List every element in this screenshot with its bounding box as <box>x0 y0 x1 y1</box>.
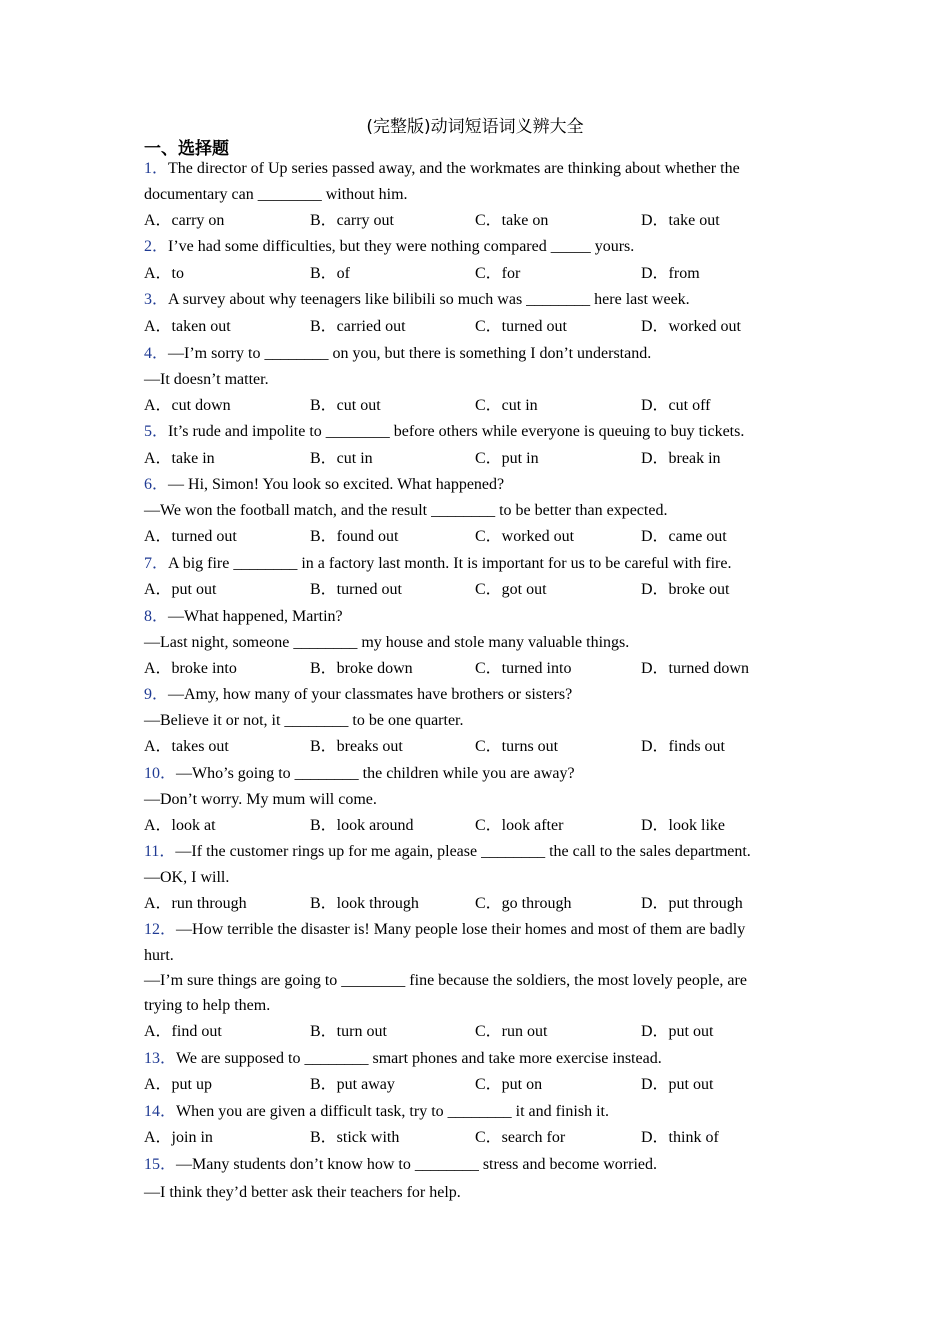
answer-option-b[interactable]: B．carried out <box>310 318 406 335</box>
question-line <box>144 946 174 966</box>
answer-option-c[interactable]: C．cut in <box>475 397 538 414</box>
answer-option-d[interactable]: D．take out <box>641 212 720 229</box>
answer-option-d[interactable]: D．from <box>641 265 700 282</box>
question-number: 4． <box>144 345 169 362</box>
answer-option-b[interactable]: B．cut out <box>310 397 381 414</box>
answer-option-a[interactable]: A．taken out <box>144 318 231 335</box>
question-text: —OK, I will. <box>144 869 230 886</box>
question-text: —What happened, Martin? <box>168 608 343 625</box>
answer-option-a[interactable]: A．run through <box>144 895 247 912</box>
question-number: 5． <box>144 423 169 440</box>
question-number: 12． <box>144 921 177 938</box>
answer-option-b[interactable]: B．look around <box>310 817 414 834</box>
question-number: 11． <box>144 843 176 860</box>
answer-option-d[interactable]: D．put out <box>641 1076 714 1093</box>
question-text: A survey about why teenagers like bilibili so much was ________ here last week. <box>168 291 690 308</box>
answer-option-b[interactable]: B．of <box>310 265 351 282</box>
answer-option-a[interactable]: A．to <box>144 265 185 282</box>
question-text: —Don’t worry. My mum will come. <box>144 791 377 808</box>
answer-option-d[interactable]: D．worked out <box>641 318 741 335</box>
answer-option-a[interactable]: A．put up <box>144 1076 213 1093</box>
question-number: 10． <box>144 765 177 782</box>
answer-option-b[interactable]: B．carry out <box>310 212 394 229</box>
answer-option-b[interactable]: B．turn out <box>310 1023 387 1040</box>
answer-option-a[interactable]: A．join in <box>144 1129 213 1146</box>
question-text: —Amy, how many of your classmates have brothers or sisters? <box>168 686 573 703</box>
question-text: —Many students don’t know how to ________ stress and become worried. <box>176 1156 657 1173</box>
answer-option-d[interactable]: D．finds out <box>641 738 726 755</box>
answer-option-c[interactable]: C．go through <box>475 895 572 912</box>
question-text: A big fire ________ in a factory last month. It is important for us to be careful with fire. <box>168 555 732 572</box>
answer-option-b[interactable]: B．broke down <box>310 660 413 677</box>
question-line <box>144 996 270 1016</box>
question-text: —If the customer rings up for me again, please ________ the call to the sales department. <box>175 843 751 860</box>
question-text: —It doesn’t matter. <box>144 371 269 388</box>
question-stem <box>144 554 731 574</box>
question-text: —I think they’d better ask their teachers for help. <box>144 1184 461 1201</box>
question-stem <box>144 159 740 179</box>
answer-option-c[interactable]: C．run out <box>475 1023 548 1040</box>
question-line <box>144 633 629 653</box>
question-text: It’s rude and impolite to ________ before others while everyone is queuing to buy tickets. <box>168 423 745 440</box>
question-stem <box>144 344 651 364</box>
question-text: —I’m sorry to ________ on you, but there is something I don’t understand. <box>168 345 652 362</box>
question-text: The director of Up series passed away, and the workmates are thinking about whether the <box>168 160 740 177</box>
answer-option-c[interactable]: C．look after <box>475 817 564 834</box>
answer-option-a[interactable]: A．turned out <box>144 528 237 545</box>
question-text: documentary can ________ without him. <box>144 186 408 203</box>
question-text: —Believe it or not, it ________ to be one quarter. <box>144 712 464 729</box>
question-text: — Hi, Simon! You look so excited. What happened? <box>168 476 505 493</box>
question-line <box>144 711 464 731</box>
answer-option-b[interactable]: B．turned out <box>310 581 402 598</box>
question-number: 13． <box>144 1050 177 1067</box>
question-text: When you are given a difficult task, try to ________ it and finish it. <box>176 1103 609 1120</box>
question-stem <box>144 607 343 627</box>
question-number: 6． <box>144 476 169 493</box>
question-line <box>144 370 269 390</box>
answer-option-a[interactable]: A．carry on <box>144 212 225 229</box>
question-line <box>144 501 667 521</box>
answer-option-d[interactable]: D．put out <box>641 1023 714 1040</box>
question-number: 8． <box>144 608 169 625</box>
answer-option-c[interactable]: C．take on <box>475 212 549 229</box>
question-number: 7． <box>144 555 169 572</box>
question-text: —We won the football match, and the result ________ to be better than expected. <box>144 502 668 519</box>
question-line <box>144 1183 461 1203</box>
question-number: 9． <box>144 686 169 703</box>
answer-option-a[interactable]: A．find out <box>144 1023 222 1040</box>
answer-option-c[interactable]: C．search for <box>475 1129 566 1146</box>
question-text: hurt. <box>144 947 174 964</box>
question-line <box>144 185 408 205</box>
question-stem <box>144 1102 609 1122</box>
answer-option-b[interactable]: B．look through <box>310 895 419 912</box>
question-number: 2． <box>144 238 169 255</box>
question-stem <box>144 920 745 940</box>
answer-option-c[interactable]: C．put on <box>475 1076 543 1093</box>
question-stem <box>144 290 690 310</box>
question-text: We are supposed to ________ smart phones and take more exercise instead. <box>176 1050 662 1067</box>
answer-option-b[interactable]: B．breaks out <box>310 738 403 755</box>
answer-option-a[interactable]: A．cut down <box>144 397 231 414</box>
question-line <box>144 790 377 810</box>
answer-option-b[interactable]: B．stick with <box>310 1129 400 1146</box>
question-line <box>144 868 229 888</box>
question-number: 14． <box>144 1103 177 1120</box>
question-text: —Who’s going to ________ the children while you are away? <box>176 765 575 782</box>
answer-option-a[interactable]: A．broke into <box>144 660 237 677</box>
question-stem <box>144 422 744 442</box>
answer-option-d[interactable]: D．put through <box>641 895 743 912</box>
answer-option-d[interactable]: D．came out <box>641 528 727 545</box>
answer-option-c[interactable]: C．put in <box>475 450 539 467</box>
answer-option-a[interactable]: A．take in <box>144 450 215 467</box>
answer-option-d[interactable]: D．break in <box>641 450 721 467</box>
answer-option-a[interactable]: A．put out <box>144 581 217 598</box>
answer-option-c[interactable]: C．worked out <box>475 528 575 545</box>
question-text: —I’m sure things are going to ________ fine because the soldiers, the most lovely people, are <box>144 972 747 989</box>
answer-option-c[interactable]: C．for <box>475 265 521 282</box>
answer-option-b[interactable]: B．cut in <box>310 450 373 467</box>
question-stem <box>144 1155 657 1175</box>
question-text: —How terrible the disaster is! Many people lose their homes and most of them are badly <box>176 921 746 938</box>
section-heading: 一、选择题 <box>144 139 229 159</box>
answer-option-d[interactable]: D．turned down <box>641 660 749 677</box>
answer-option-c[interactable]: C．turned into <box>475 660 572 677</box>
question-stem <box>144 1049 662 1069</box>
question-text: I’ve had some difficulties, but they were nothing compared _____ yours. <box>168 238 635 255</box>
answer-option-c[interactable]: C．turned out <box>475 318 567 335</box>
document-title: (完整版)动词短语词义辨大全 <box>366 117 584 137</box>
question-stem <box>144 475 504 495</box>
answer-option-b[interactable]: B．found out <box>310 528 399 545</box>
answer-option-d[interactable]: D．think of <box>641 1129 719 1146</box>
question-stem <box>144 842 751 862</box>
question-stem <box>144 237 634 257</box>
question-line <box>144 971 747 991</box>
answer-option-b[interactable]: B．put away <box>310 1076 395 1093</box>
question-stem <box>144 685 572 705</box>
answer-option-c[interactable]: C．got out <box>475 581 547 598</box>
answer-option-c[interactable]: C．turns out <box>475 738 559 755</box>
answer-option-a[interactable]: A．takes out <box>144 738 229 755</box>
answer-option-d[interactable]: D．cut off <box>641 397 711 414</box>
question-number: 15． <box>144 1156 177 1173</box>
answer-option-d[interactable]: D．look like <box>641 817 725 834</box>
question-number: 3． <box>144 291 169 308</box>
question-stem <box>144 764 575 784</box>
question-text: —Last night, someone ________ my house and stole many valuable things. <box>144 634 630 651</box>
answer-option-a[interactable]: A．look at <box>144 817 216 834</box>
question-text: trying to help them. <box>144 997 271 1014</box>
answer-option-d[interactable]: D．broke out <box>641 581 730 598</box>
question-number: 1． <box>144 160 169 177</box>
